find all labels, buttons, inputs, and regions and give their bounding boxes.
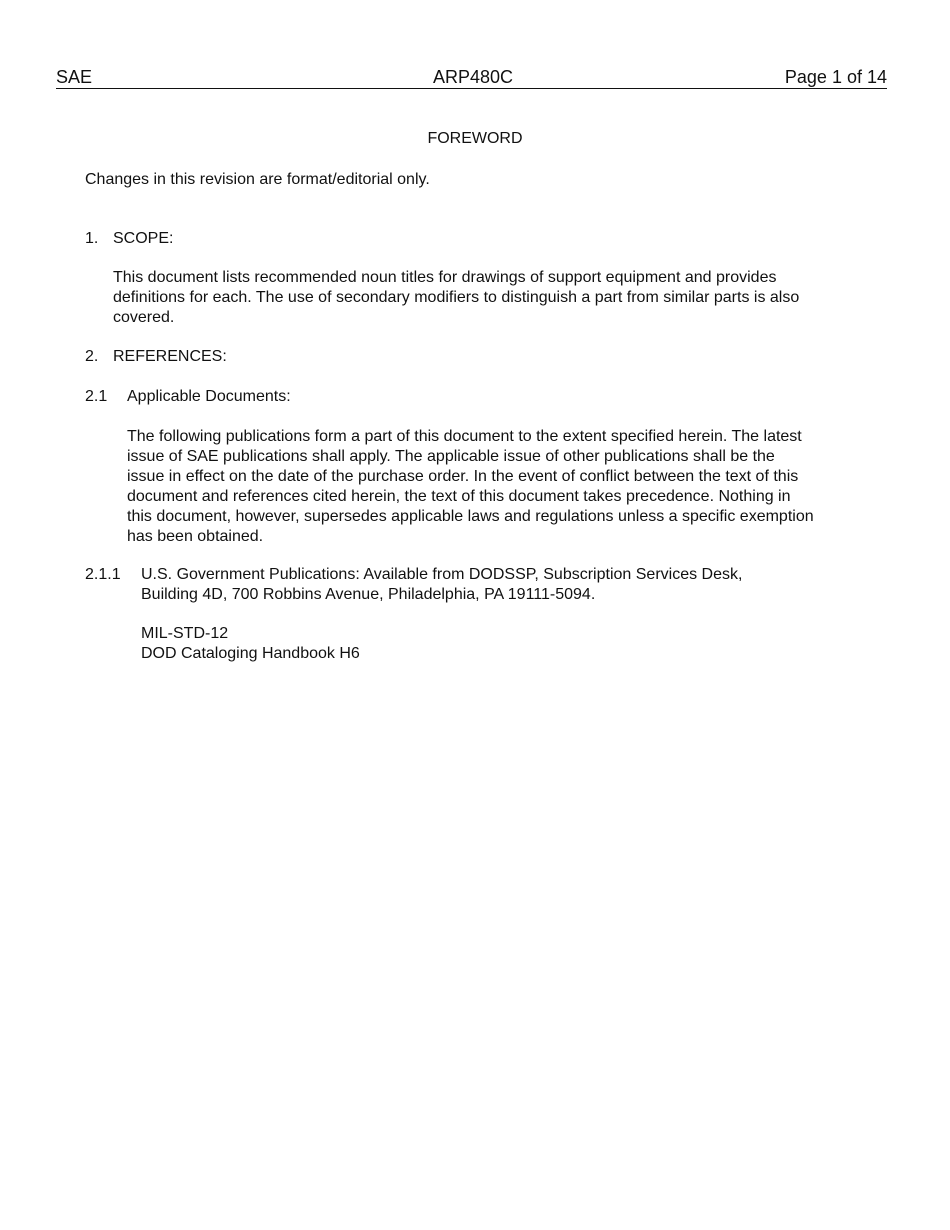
foreword-title: FOREWORD xyxy=(427,130,523,147)
section-2-number: 2. xyxy=(85,348,99,365)
referenced-document: MIL-STD-12 xyxy=(141,625,229,642)
header-page-number: Page 1 of 14 xyxy=(784,67,887,87)
referenced-documents-list xyxy=(141,624,360,664)
header-organization: SAE xyxy=(56,67,93,87)
section-1-line: definitions for each. The use of secondary modifiers to distinguish a part from similar parts is also xyxy=(113,289,800,306)
section-2-1-1-line: Building 4D, 700 Robbins Avenue, Philadelphia, PA 19111-5094. xyxy=(141,586,596,603)
section-2-1-body xyxy=(127,427,814,547)
section-2-1-number: 2.1 xyxy=(85,388,108,405)
referenced-document: DOD Cataloging Handbook H6 xyxy=(141,645,360,662)
section-1-number: 1. xyxy=(85,230,99,247)
section-1-heading: SCOPE: xyxy=(113,230,174,247)
page-header xyxy=(56,66,887,89)
section-2-1-1-line: U.S. Government Publications: Available from DODSSP, Subscription Services Desk, xyxy=(141,566,743,583)
section-2-1-line: document and references cited herein, the text of this document takes precedence. Nothing in xyxy=(127,488,791,505)
section-2-1-1-number: 2.1.1 xyxy=(85,566,121,583)
section-2-1-line: issue of SAE publications shall apply. The applicable issue of other publications shall be the xyxy=(127,448,775,465)
section-2-1-1-body xyxy=(141,565,742,605)
section-2-1-line: The following publications form a part of this document to the extent specified herein. The latest xyxy=(127,428,802,445)
section-2-heading: REFERENCES: xyxy=(113,348,227,365)
section-1-line: This document lists recommended noun titles for drawings of support equipment and provides xyxy=(113,269,777,286)
section-1-line: covered. xyxy=(113,309,175,326)
header-document-number: ARP480C xyxy=(433,67,514,87)
section-2-1-line: issue in effect on the date of the purchase order. In the event of conflict between the text of this xyxy=(127,468,799,485)
foreword-text: Changes in this revision are format/editorial only. xyxy=(85,171,430,188)
section-2-1-line: this document, however, supersedes applicable laws and regulations unless a specific exemption xyxy=(127,508,814,525)
section-1-body xyxy=(113,268,799,328)
section-2-1-heading: Applicable Documents: xyxy=(127,388,291,405)
section-2-1-line: has been obtained. xyxy=(127,528,264,545)
